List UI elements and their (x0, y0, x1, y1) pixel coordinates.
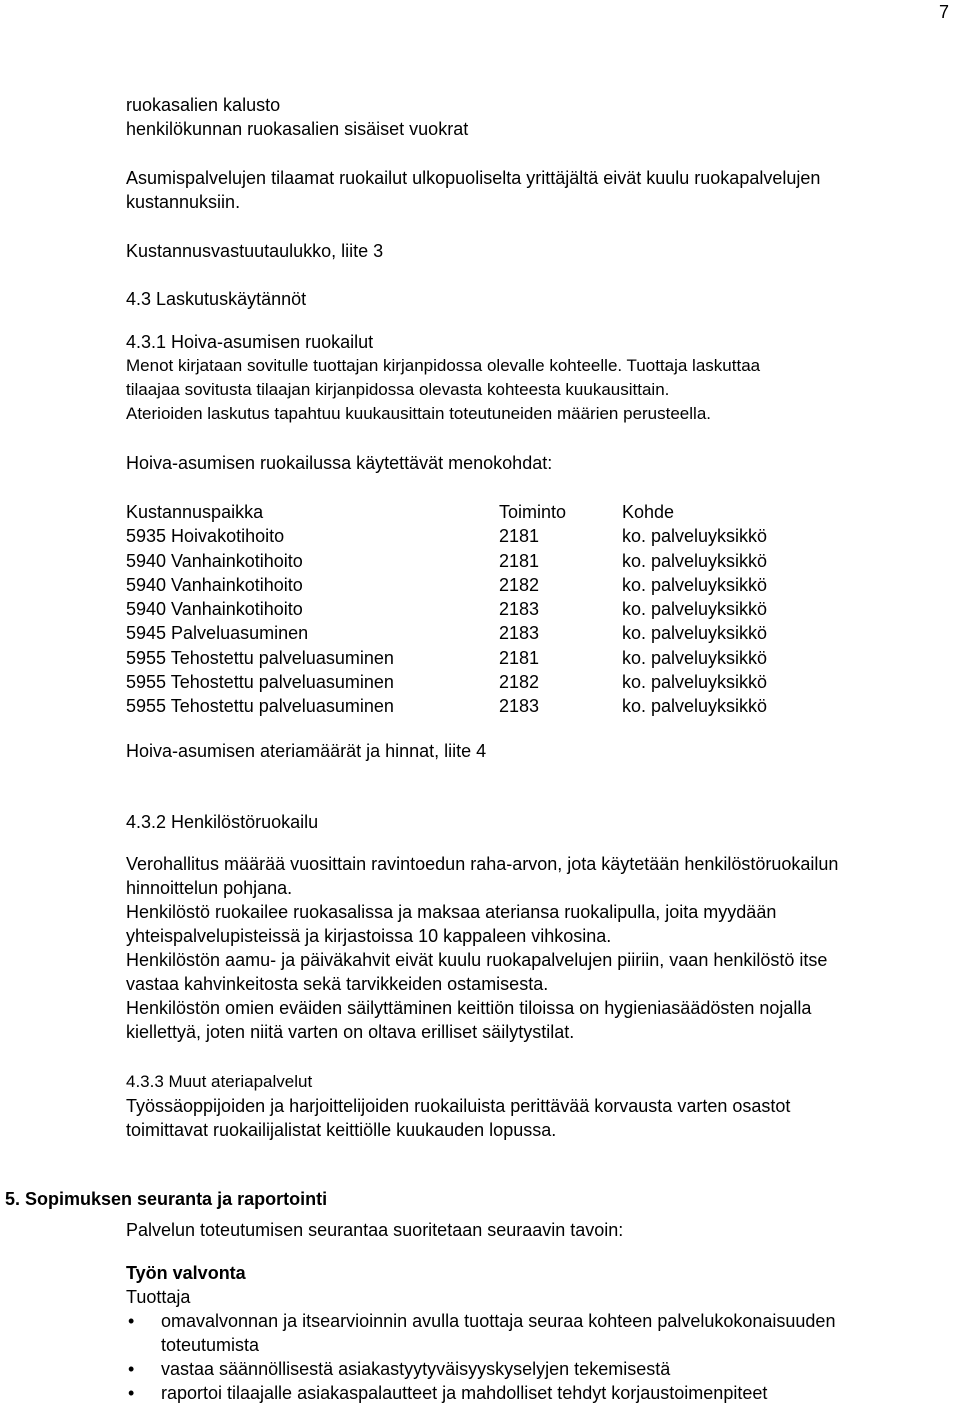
work-supervision-block (126, 1261, 246, 1309)
list-item (126, 1357, 926, 1381)
list-item-line: raportoi tilaajalle asiakaspalautteet ja mahdolliset tehdyt korjaustoimenpiteet (161, 1383, 768, 1403)
meal-prices-reference: Hoiva-asumisen ateriamäärät ja hinnat, liite 4 (126, 741, 487, 761)
text-line: Aterioiden laskutus tapahtuu kuukausittain toteutuneiden määrien perusteella. (126, 404, 711, 423)
list-item-line: vastaa säännöllisestä asiakastyytyväisyyskyselyjen tekemisestä (161, 1359, 671, 1379)
text-line: Henkilöstön aamu- ja päiväkahvit eivät kuulu ruokapalvelujen piiriin, vaan henkilöstö itse (126, 950, 828, 970)
list-item (126, 1381, 926, 1405)
subsection-heading: 4.3.3 Muut ateriapalvelut (126, 1072, 313, 1091)
header-kohde: Kohde (622, 502, 675, 522)
table-row (126, 549, 826, 573)
intro-line: ruokasalien kalusto (126, 95, 281, 115)
subheading-tyon-valvonta: Työn valvonta (126, 1263, 246, 1283)
party-label: Tuottaja (126, 1287, 191, 1307)
cell-kohde: ko. palveluyksikkö (622, 672, 768, 693)
cell-toiminto: 2183 (499, 696, 540, 717)
responsibility-list (126, 1309, 926, 1405)
intro-paragraph (126, 166, 820, 214)
text-line: vastaa kahvinkeitosta sekä tarvikkeiden ostamisesta. (126, 974, 549, 994)
text-line: kustannuksiin. (126, 192, 241, 212)
cell-kustannuspaikka: 5955 Tehostettu palveluasuminen (126, 672, 394, 693)
subsection-heading: 4.3.1 Hoiva-asumisen ruokailut (126, 332, 374, 352)
section-heading-4-3: 4.3 Laskutuskäytännöt (126, 289, 307, 309)
table-row (126, 524, 826, 548)
intro-line: henkilökunnan ruokasalien sisäiset vuokrat (126, 119, 469, 139)
list-item (126, 1309, 926, 1357)
cost-table-reference: Kustannusvastuutaulukko, liite 3 (126, 241, 384, 261)
cell-kohde: ko. palveluyksikkö (622, 526, 768, 547)
table-row (126, 670, 826, 694)
cell-kustannuspaikka: 5940 Vanhainkotihoito (126, 599, 303, 620)
cell-kohde: ko. palveluyksikkö (622, 550, 768, 571)
table-header (126, 500, 826, 524)
section-4-3-1 (126, 330, 760, 426)
text-line: hinnoittelun pohjana. (126, 878, 293, 898)
text-line: yhteispalvelupisteissä ja kirjastoissa 10 kappaleen vihkosina. (126, 926, 612, 946)
text-line: Henkilöstön omien eväiden säilyttäminen keittiön tiloissa on hygieniasäädösten nojalla (126, 998, 812, 1018)
cell-kustannuspaikka: 5940 Vanhainkotihoito (126, 550, 303, 571)
section-4-3-3 (126, 1070, 790, 1142)
cell-toiminto: 2182 (499, 672, 540, 693)
cell-kohde: ko. palveluyksikkö (622, 696, 768, 717)
cell-toiminto: 2182 (499, 574, 540, 595)
menokohdat-intro: Hoiva-asumisen ruokailussa käytettävät menokohdat: (126, 453, 553, 473)
text-line: Verohallitus määrää vuosittain ravintoedun raha-arvon, jota käytetään henkilöstöruokailun (126, 854, 839, 874)
header-kustannuspaikka: Kustannuspaikka (126, 502, 264, 522)
table-row (126, 621, 826, 645)
section-4-3-2-body (126, 852, 838, 1044)
text-line: Asumispalvelujen tilaamat ruokailut ulkopuoliselta yrittäjältä eivät kuulu ruokapalvelujen (126, 168, 821, 188)
cell-kohde: ko. palveluyksikkö (622, 647, 768, 668)
cell-kustannuspaikka: 5955 Tehostettu palveluasuminen (126, 696, 394, 717)
table-row (126, 694, 826, 718)
text-line: Työssäoppijoiden ja harjoittelijoiden ruokailuista perittävää korvausta varten osastot (126, 1096, 791, 1116)
list-item-line: omavalvonnan ja itsearvioinnin avulla tuottaja seuraa kohteen palvelukokonaisuuden (161, 1311, 836, 1331)
cell-kustannuspaikka: 5945 Palveluasuminen (126, 623, 309, 644)
cell-kustannuspaikka: 5935 Hoivakotihoito (126, 526, 285, 547)
text-line: kiellettyä, joten niitä varten on oltava erilliset säilytystilat. (126, 1022, 575, 1042)
cell-kohde: ko. palveluyksikkö (622, 623, 768, 644)
cell-toiminto: 2181 (499, 526, 540, 547)
text-line: Menot kirjataan sovitulle tuottajan kirjanpidossa olevalle kohteelle. Tuottaja laskuttaa (126, 356, 761, 375)
cell-toiminto: 2183 (499, 623, 540, 644)
table-row (126, 646, 826, 670)
cell-kohde: ko. palveluyksikkö (622, 599, 768, 620)
table-row (126, 573, 826, 597)
text-line: tilaajaa sovitusta tilaajan kirjanpidossa olevasta kohteesta kuukausittain. (126, 380, 670, 399)
bullet-icon: • (128, 1359, 135, 1379)
section-heading-5: 5. Sopimuksen seuranta ja raportointi (5, 1189, 328, 1209)
bullet-icon: • (128, 1311, 135, 1331)
cell-toiminto: 2181 (499, 647, 540, 668)
cost-centre-table (126, 500, 826, 719)
text-line: toimittavat ruokailijalistat keittiölle kuukauden lopussa. (126, 1120, 557, 1140)
cell-toiminto: 2181 (499, 550, 540, 571)
page-number: 7 (938, 2, 949, 22)
cell-kohde: ko. palveluyksikkö (622, 574, 768, 595)
bullet-icon: • (128, 1383, 135, 1403)
intro-list (126, 93, 468, 141)
cell-toiminto: 2183 (499, 599, 540, 620)
text-line: Henkilöstö ruokailee ruokasalissa ja maksaa ateriansa ruokalipulla, joita myydään (126, 902, 777, 922)
section-heading-4-3-2: 4.3.2 Henkilöstöruokailu (126, 812, 319, 832)
cell-kustannuspaikka: 5955 Tehostettu palveluasuminen (126, 647, 394, 668)
table-row (126, 597, 826, 621)
list-item-line: toteutumista (161, 1335, 260, 1355)
cell-kustannuspaikka: 5940 Vanhainkotihoito (126, 574, 303, 595)
section-5-intro: Palvelun toteutumisen seurantaa suoritetaan seuraavin tavoin: (126, 1220, 624, 1240)
header-toiminto: Toiminto (499, 502, 567, 522)
